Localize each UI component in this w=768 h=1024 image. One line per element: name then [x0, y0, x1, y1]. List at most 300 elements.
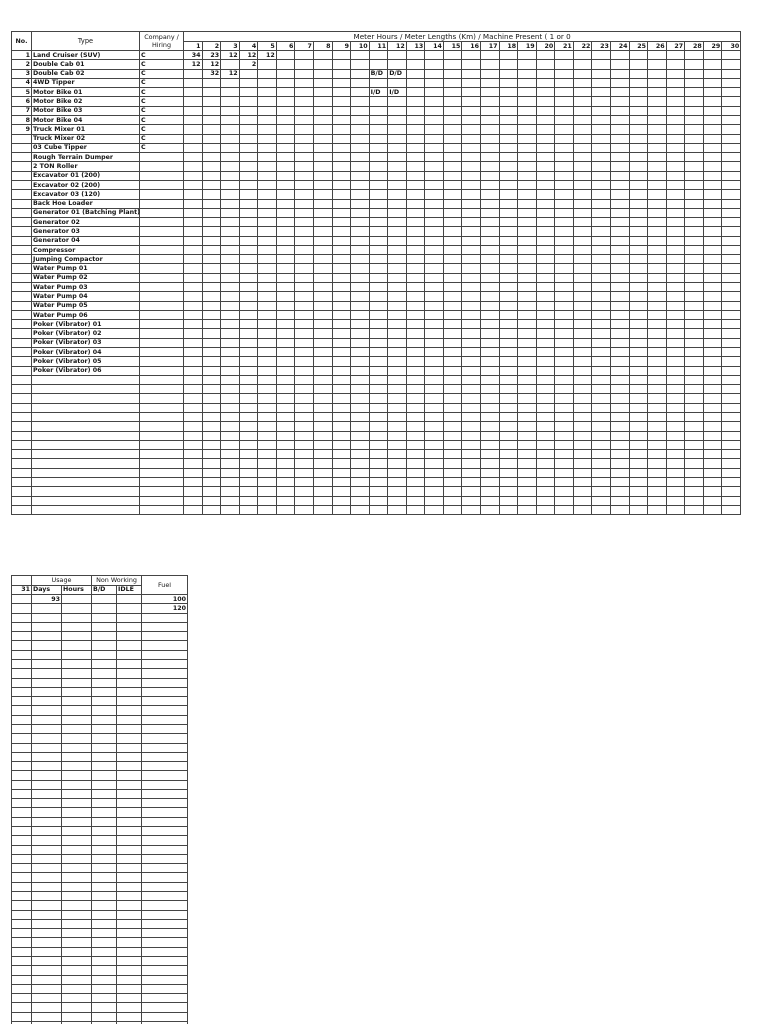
day-16-cell — [462, 106, 481, 115]
day-3-cell — [221, 375, 240, 384]
day-4-cell — [239, 431, 258, 440]
day-1-cell — [184, 125, 203, 134]
day-14-cell — [425, 143, 444, 152]
day-8-cell — [313, 487, 332, 496]
day-12-cell — [388, 283, 407, 292]
day-17-cell — [481, 106, 500, 115]
days-cell: 93 — [32, 595, 62, 604]
day-21-cell — [555, 88, 574, 97]
day-5-cell — [258, 162, 277, 171]
day-15-cell — [443, 394, 462, 403]
equipment-row — [12, 245, 741, 254]
day-22-cell — [573, 450, 592, 459]
day-7-cell — [295, 385, 314, 394]
day-12-cell — [388, 51, 407, 60]
blank-row — [12, 613, 188, 622]
day-10-cell — [351, 180, 370, 189]
day-28-cell — [685, 422, 704, 431]
day-12-cell — [388, 375, 407, 384]
day-25-cell — [629, 88, 648, 97]
day-8-cell — [313, 301, 332, 310]
days-cell — [32, 613, 62, 622]
day-23-cell — [592, 78, 611, 87]
day-9-cell — [332, 88, 351, 97]
breakdown-cell — [92, 762, 117, 771]
day-18-cell — [499, 236, 518, 245]
day-11-cell — [369, 125, 388, 134]
day-9-cell — [332, 505, 351, 514]
day-22-cell — [573, 338, 592, 347]
day-1-cell — [184, 255, 203, 264]
day-6-cell — [276, 505, 295, 514]
equipment-type-cell: Excavator 03 (120) — [32, 190, 140, 199]
count-cell — [12, 687, 32, 696]
day-20-cell — [536, 236, 555, 245]
idle-cell — [117, 706, 142, 715]
day-5-cell — [258, 450, 277, 459]
idle-cell — [117, 854, 142, 863]
day-28-cell — [685, 283, 704, 292]
day-14-cell — [425, 422, 444, 431]
day-16-cell — [462, 440, 481, 449]
day-4-cell — [239, 180, 258, 189]
equipment-type-cell: Back Hoe Loader — [32, 199, 140, 208]
day-9-cell — [332, 477, 351, 486]
day-16-cell — [462, 357, 481, 366]
day-27-cell — [666, 338, 685, 347]
day-17-cell — [481, 412, 500, 421]
day-1-cell — [184, 440, 203, 449]
day-20-cell — [536, 88, 555, 97]
day-1-cell — [184, 468, 203, 477]
equipment-type-cell: Poker (Vibrator) 01 — [32, 320, 140, 329]
idle-cell — [117, 808, 142, 817]
day-5-cell — [258, 375, 277, 384]
equipment-type-cell: Compressor — [32, 245, 140, 254]
day-21-cell — [555, 264, 574, 273]
day-8-cell — [313, 310, 332, 319]
day-9-cell — [332, 431, 351, 440]
blank-row — [12, 641, 188, 650]
row-number-cell: 2 — [12, 60, 32, 69]
day-2-cell — [202, 199, 221, 208]
day-17-cell — [481, 190, 500, 199]
day-22-cell — [573, 440, 592, 449]
day-10-cell — [351, 264, 370, 273]
day-5-cell — [258, 264, 277, 273]
days-cell — [32, 669, 62, 678]
day-20-cell — [536, 431, 555, 440]
company-hiring-cell — [140, 292, 184, 301]
day-22-cell — [573, 320, 592, 329]
day-2-cell — [202, 190, 221, 199]
blank-row — [12, 505, 741, 514]
day-6-cell — [276, 69, 295, 78]
day-30-cell — [722, 431, 741, 440]
day-29-cell — [703, 264, 722, 273]
day-19-cell — [518, 273, 537, 282]
day-11-cell — [369, 190, 388, 199]
day-1-cell — [184, 143, 203, 152]
day-2-cell — [202, 348, 221, 357]
day-11-cell — [369, 97, 388, 106]
day-6-cell — [276, 440, 295, 449]
idle-cell — [117, 613, 142, 622]
day-4-cell — [239, 385, 258, 394]
day-18-cell — [499, 88, 518, 97]
day-19-cell — [518, 208, 537, 217]
day-22-cell — [573, 78, 592, 87]
day-27-cell — [666, 199, 685, 208]
day-14-cell — [425, 477, 444, 486]
day-22-cell — [573, 468, 592, 477]
day-24-cell — [610, 477, 629, 486]
fuel-cell — [142, 752, 188, 761]
day-12-cell — [388, 459, 407, 468]
idle-cell — [117, 1003, 142, 1012]
day-5-cell — [258, 106, 277, 115]
day-18-cell — [499, 431, 518, 440]
day-26-cell — [648, 412, 667, 421]
day-19-cell — [518, 153, 537, 162]
day-25-cell — [629, 301, 648, 310]
day-13-cell — [406, 171, 425, 180]
day-27-cell — [666, 310, 685, 319]
day-9-cell — [332, 496, 351, 505]
day-4-cell — [239, 450, 258, 459]
day-2-cell — [202, 440, 221, 449]
day-11-cell — [369, 348, 388, 357]
day-21-cell — [555, 236, 574, 245]
day-2-cell — [202, 422, 221, 431]
day-9-cell — [332, 134, 351, 143]
day-16-cell — [462, 236, 481, 245]
equipment-type-cell: Generator 01 (Batching Plant) — [33, 209, 141, 217]
day-29-cell — [703, 459, 722, 468]
company-hiring-cell — [140, 310, 184, 319]
day-5-cell — [258, 273, 277, 282]
equipment-row — [12, 208, 741, 217]
equipment-row — [12, 357, 741, 366]
day-24-cell — [610, 60, 629, 69]
day-2-cell — [202, 366, 221, 375]
day-10-cell — [351, 301, 370, 310]
day-26-cell — [648, 115, 667, 124]
day-7-cell — [295, 292, 314, 301]
day-8-cell — [313, 283, 332, 292]
equipment-row — [12, 273, 741, 282]
day-8-cell — [313, 190, 332, 199]
day-8-cell — [313, 162, 332, 171]
day-23-cell — [592, 245, 611, 254]
day-20-cell — [536, 245, 555, 254]
day-30-cell — [722, 162, 741, 171]
day-21-cell — [555, 477, 574, 486]
idle-cell — [117, 641, 142, 650]
day-30-cell — [722, 245, 741, 254]
idle-cell — [117, 994, 142, 1003]
day-15-cell — [443, 106, 462, 115]
day-29-cell — [703, 422, 722, 431]
day-26-cell — [648, 227, 667, 236]
day-26-cell — [648, 218, 667, 227]
day-9-cell — [332, 125, 351, 134]
day-21-cell — [555, 329, 574, 338]
day-14-cell — [425, 106, 444, 115]
day-20-cell — [536, 301, 555, 310]
blank-row — [12, 422, 741, 431]
day-10-cell — [351, 51, 370, 60]
day-1-cell — [184, 357, 203, 366]
day-16-cell — [462, 60, 481, 69]
day-27-cell — [666, 357, 685, 366]
day-28-cell — [685, 171, 704, 180]
day-7-cell — [295, 440, 314, 449]
day-16-cell — [462, 227, 481, 236]
day-1-cell — [184, 208, 203, 217]
days-cell — [32, 799, 62, 808]
day-18-cell — [499, 320, 518, 329]
hours-cell — [62, 929, 92, 938]
row-number-cell — [12, 357, 32, 366]
company-hiring-cell — [140, 190, 184, 199]
day-13-cell — [406, 301, 425, 310]
day-30-cell — [722, 468, 741, 477]
day-1-cell — [184, 450, 203, 459]
row-number-cell — [12, 450, 32, 459]
equipment-type-cell — [32, 403, 140, 412]
day-26-cell — [648, 283, 667, 292]
day-5-cell — [258, 208, 277, 217]
day-12-cell — [388, 264, 407, 273]
day-15-cell — [443, 51, 462, 60]
day-22-cell — [573, 357, 592, 366]
idle-cell — [117, 892, 142, 901]
hours-cell — [62, 901, 92, 910]
day-4-cell — [239, 115, 258, 124]
equipment-row — [12, 153, 741, 162]
day-19-cell — [518, 357, 537, 366]
blank-row — [12, 827, 188, 836]
day-14-cell — [425, 97, 444, 106]
day-25-cell — [629, 440, 648, 449]
day-28-cell — [685, 208, 704, 217]
day-12-cell — [388, 385, 407, 394]
day-22-cell — [573, 143, 592, 152]
day-30-cell — [722, 255, 741, 264]
day-1-cell — [184, 366, 203, 375]
equipment-type-cell: Jumping Compactor — [32, 255, 140, 264]
company-hiring-cell — [140, 153, 184, 162]
blank-row — [12, 622, 188, 631]
day-8-cell — [313, 115, 332, 124]
day-22-cell — [573, 162, 592, 171]
day-3-cell — [221, 283, 240, 292]
day-25-cell — [629, 385, 648, 394]
blank-row — [12, 724, 188, 733]
count-cell — [12, 808, 32, 817]
day-30-cell — [722, 283, 741, 292]
day-20-cell — [536, 264, 555, 273]
equipment-type-cell — [32, 459, 140, 468]
days-cell — [32, 947, 62, 956]
day-15-cell — [443, 60, 462, 69]
day-10-cell — [351, 125, 370, 134]
idle-cell — [117, 632, 142, 641]
day-15-cell — [443, 162, 462, 171]
day-3-cell — [221, 440, 240, 449]
day-12-cell — [388, 245, 407, 254]
day-12-cell — [388, 496, 407, 505]
count-cell — [12, 697, 32, 706]
day-17-cell — [481, 199, 500, 208]
company-hiring-cell — [140, 245, 184, 254]
day-9-cell — [332, 385, 351, 394]
day-30-cell — [722, 153, 741, 162]
breakdown-cell — [92, 901, 117, 910]
blank-row — [12, 468, 741, 477]
day-21-cell — [555, 496, 574, 505]
equipment-type-cell — [32, 375, 140, 384]
day-28-header: 28 — [685, 42, 704, 51]
equipment-type-cell — [32, 477, 140, 486]
day-22-cell — [573, 180, 592, 189]
day-13-cell — [406, 180, 425, 189]
day-4-header: 4 — [239, 42, 258, 51]
day-16-cell — [462, 208, 481, 217]
day-19-cell — [518, 171, 537, 180]
day-6-cell — [276, 264, 295, 273]
day-16-cell — [462, 162, 481, 171]
day-17-cell — [481, 366, 500, 375]
day-7-cell — [295, 394, 314, 403]
day-8-cell — [313, 329, 332, 338]
blank-row — [12, 938, 188, 947]
day-28-cell — [685, 88, 704, 97]
day-19-cell — [518, 51, 537, 60]
company-hiring-cell — [140, 459, 184, 468]
day-4-cell — [239, 394, 258, 403]
day-29-cell — [703, 431, 722, 440]
day-7-cell — [295, 459, 314, 468]
day-13-cell — [406, 496, 425, 505]
day-11-cell — [369, 106, 388, 115]
company-hiring-cell — [140, 199, 184, 208]
day-28-cell — [685, 236, 704, 245]
day-18-cell — [499, 348, 518, 357]
day-6-cell — [276, 385, 295, 394]
day-18-cell — [499, 385, 518, 394]
breakdown-cell — [92, 678, 117, 687]
day-6-cell — [276, 283, 295, 292]
day-13-cell — [406, 115, 425, 124]
day-13-cell — [406, 450, 425, 459]
day-16-cell — [462, 477, 481, 486]
day-18-cell — [499, 450, 518, 459]
day-8-cell — [313, 153, 332, 162]
day-12-cell — [388, 468, 407, 477]
day-9-cell — [332, 375, 351, 384]
row-number-cell — [12, 477, 32, 486]
day-12-cell — [388, 431, 407, 440]
day-29-cell — [703, 208, 722, 217]
day-15-cell — [443, 477, 462, 486]
day-16-cell — [462, 273, 481, 282]
days-cell — [32, 873, 62, 882]
company-hiring-cell — [140, 394, 184, 403]
blank-row — [12, 910, 188, 919]
day-13-cell — [406, 394, 425, 403]
equipment-type-cell — [32, 496, 140, 505]
day-5-cell — [258, 468, 277, 477]
hours-cell — [62, 919, 92, 928]
day-23-cell — [592, 208, 611, 217]
day-23-cell — [592, 97, 611, 106]
blank-row — [12, 431, 741, 440]
day-3-cell — [221, 199, 240, 208]
day-8-cell — [313, 477, 332, 486]
day-17-cell — [481, 273, 500, 282]
day-2-cell — [202, 505, 221, 514]
breakdown-cell — [92, 919, 117, 928]
day-4-cell — [239, 125, 258, 134]
day-20-cell — [536, 134, 555, 143]
day-16-cell — [462, 245, 481, 254]
day-16-cell — [462, 450, 481, 459]
day-23-cell — [592, 273, 611, 282]
day-9-cell — [332, 394, 351, 403]
day-27-cell — [666, 292, 685, 301]
day-17-cell — [481, 125, 500, 134]
day-10-cell — [351, 171, 370, 180]
day-7-cell — [295, 320, 314, 329]
day-7-cell — [295, 88, 314, 97]
blank-row — [12, 808, 188, 817]
day-18-cell — [499, 394, 518, 403]
day-27-cell — [666, 88, 685, 97]
day-19-cell — [518, 255, 537, 264]
day-27-cell — [666, 190, 685, 199]
day-28-cell — [685, 115, 704, 124]
day-4-cell — [239, 273, 258, 282]
day-13-cell — [406, 236, 425, 245]
day-8-cell — [313, 97, 332, 106]
day-29-cell — [703, 153, 722, 162]
day-13-cell — [406, 292, 425, 301]
day-19-cell — [518, 218, 537, 227]
day-15-cell — [443, 264, 462, 273]
day-20-cell — [536, 394, 555, 403]
day-19-cell — [518, 487, 537, 496]
day-3-cell — [221, 97, 240, 106]
days-cell — [32, 910, 62, 919]
row-number-cell — [12, 301, 32, 310]
day-27-cell — [666, 468, 685, 477]
day-7-cell — [295, 283, 314, 292]
company-hiring-cell — [140, 320, 184, 329]
day-10-cell — [351, 292, 370, 301]
blank-row — [12, 789, 188, 798]
day-21-cell — [555, 459, 574, 468]
day-2-cell — [202, 487, 221, 496]
day-6-cell — [276, 115, 295, 124]
idle-cell — [117, 919, 142, 928]
day-29-cell — [703, 477, 722, 486]
day-6-cell — [276, 357, 295, 366]
day-29-cell — [703, 78, 722, 87]
company-hiring-cell — [140, 180, 184, 189]
day-11-cell — [369, 450, 388, 459]
